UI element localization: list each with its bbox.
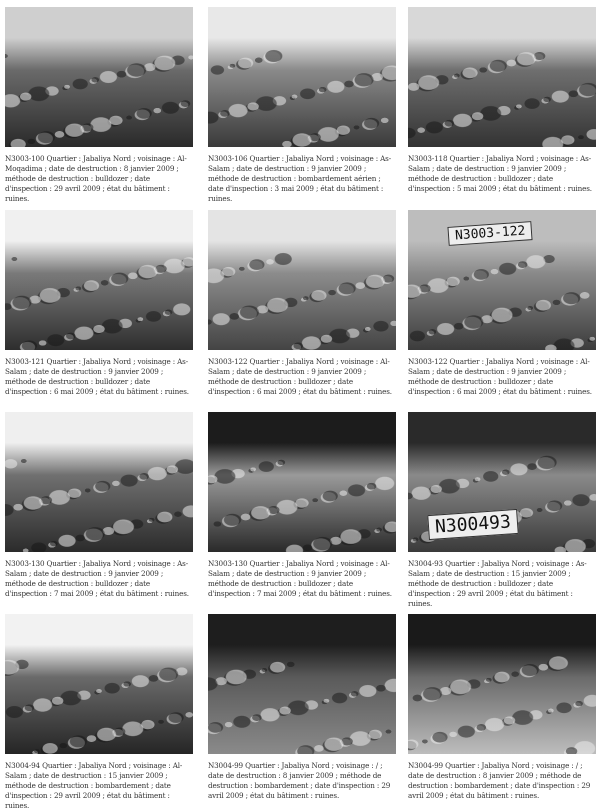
photo-entry: [5, 614, 193, 811]
rubble-photo: [208, 210, 396, 350]
photo-entry: [408, 7, 596, 194]
rubble-photo: [208, 614, 396, 754]
photo-caption: N3003-106 Quartier : Jabaliya Nord ; voisinage : As-Salam ; date de destruction : 9 janvier 2009 ; méthode de destruction : bombardement aérien ; date d'inspection : 3 mai 2009 ; état du bâtiment : ruines.: [208, 154, 391, 203]
photo-entry: [408, 614, 596, 801]
photo-entry: [208, 7, 396, 204]
rubble-photo: [5, 210, 193, 350]
photo-entry: [208, 614, 396, 801]
rubble-photo: [208, 412, 396, 552]
photo-caption: N3003-122 Quartier : Jabaliya Nord ; voisinage : Al-Salam ; date de destruction : 9 janvier 2009 ; méthode de destruction : bulldozer ; date d'inspection : 6 mai 2009 ; état du bâtiment : ruines.: [408, 357, 592, 396]
rubble-photo: [408, 7, 596, 147]
photo-entry: [5, 7, 193, 204]
photo-caption: N3003-118 Quartier : Jabaliya Nord ; voisinage : As-Salam ; date de destruction : 9 janvier 2009 ; méthode de destruction : bulldozer ; date d'inspection : 5 mai 2009 ; état du bâtiment : ruines.: [408, 154, 592, 193]
photo-entry: [208, 210, 396, 397]
photo-caption: N3003-100 Quartier : Jabaliya Nord ; voisinage : Al-Moqadima ; date de destruction : 8 janvier 2009 ; méthode de destruction : bulldozer ; date d'inspection : 29 avril 2009 ; état du bâtiment : ruines.: [5, 154, 187, 203]
rubble-photo: [208, 7, 396, 147]
rubble-photo: [408, 210, 596, 350]
photo-caption: N3004-99 Quartier : Jabaliya Nord ; voisinage : / ; date de destruction : 8 janvier 2009 ; méthode de destruction : bombardement ; date d'inspection : 29 avril 2009 ; état du bâtiment : ruines.: [208, 761, 391, 800]
rubble-photo: [408, 614, 596, 754]
rubble-photo: [5, 7, 193, 147]
photo-caption: N3004-94 Quartier : Jabaliya Nord ; voisinage : Al-Salam ; date de destruction : 15 janvier 2009 ; méthode de destruction : bombardement ; date d'inspection : 29 avril 2009 ; état du bâtiment : ruines.: [5, 761, 183, 810]
photo-caption: N3004-99 Quartier : Jabaliya Nord ; voisinage : / ; date de destruction : 8 janvier 2009 ; méthode de destruction : bombardement ; date d'inspection : 29 avril 2009 ; état du bâtiment : ruines.: [408, 761, 591, 800]
photo-entry: [208, 412, 396, 599]
rubble-photo: [5, 412, 193, 552]
rubble-photo: [408, 412, 596, 552]
photo-sign: N300493: [427, 509, 518, 540]
photo-caption: N3003-130 Quartier : Jabaliya Nord ; voisinage : As-Salam ; date de destruction : 9 janvier 2009 ; méthode de destruction : bulldozer ; date d'inspection : 7 mai 2009 ; état du bâtiment : ruines.: [5, 559, 189, 598]
photo-entry: [408, 210, 596, 397]
photo-caption: N3003-121 Quartier : Jabaliya Nord ; voisinage : As-Salam ; date de destruction : 9 janvier 2009 ; méthode de destruction : bulldozer ; date d'inspection : 6 mai 2009 ; état du bâtiment : ruines.: [5, 357, 189, 396]
photo-entry: [5, 210, 193, 397]
photo-caption: N3003-130 Quartier : Jabaliya Nord ; voisinage : Al-Salam ; date de destruction : 9 janvier 2009 ; méthode de destruction : bulldozer ; date d'inspection : 7 mai 2009 ; état du bâtiment : ruines.: [208, 559, 392, 598]
photo-entry: [5, 412, 193, 599]
photo-entry: [408, 412, 596, 609]
photo-caption: N3004-93 Quartier : Jabaliya Nord ; voisinage : As-Salam ; date de destruction : 15 janvier 2009 ; méthode de destruction : bulldozer ; date d'inspection : 29 avril 2009 ; état du bâtiment : ruines.: [408, 559, 587, 608]
photo-sign: N3003-122: [447, 221, 533, 246]
photo-caption: N3003-122 Quartier : Jabaliya Nord ; voisinage : Al-Salam ; date de destruction : 9 janvier 2009 ; méthode de destruction : bulldozer ; date d'inspection : 6 mai 2009 ; état du bâtiment : ruines.: [208, 357, 392, 396]
rubble-photo: [5, 614, 193, 754]
